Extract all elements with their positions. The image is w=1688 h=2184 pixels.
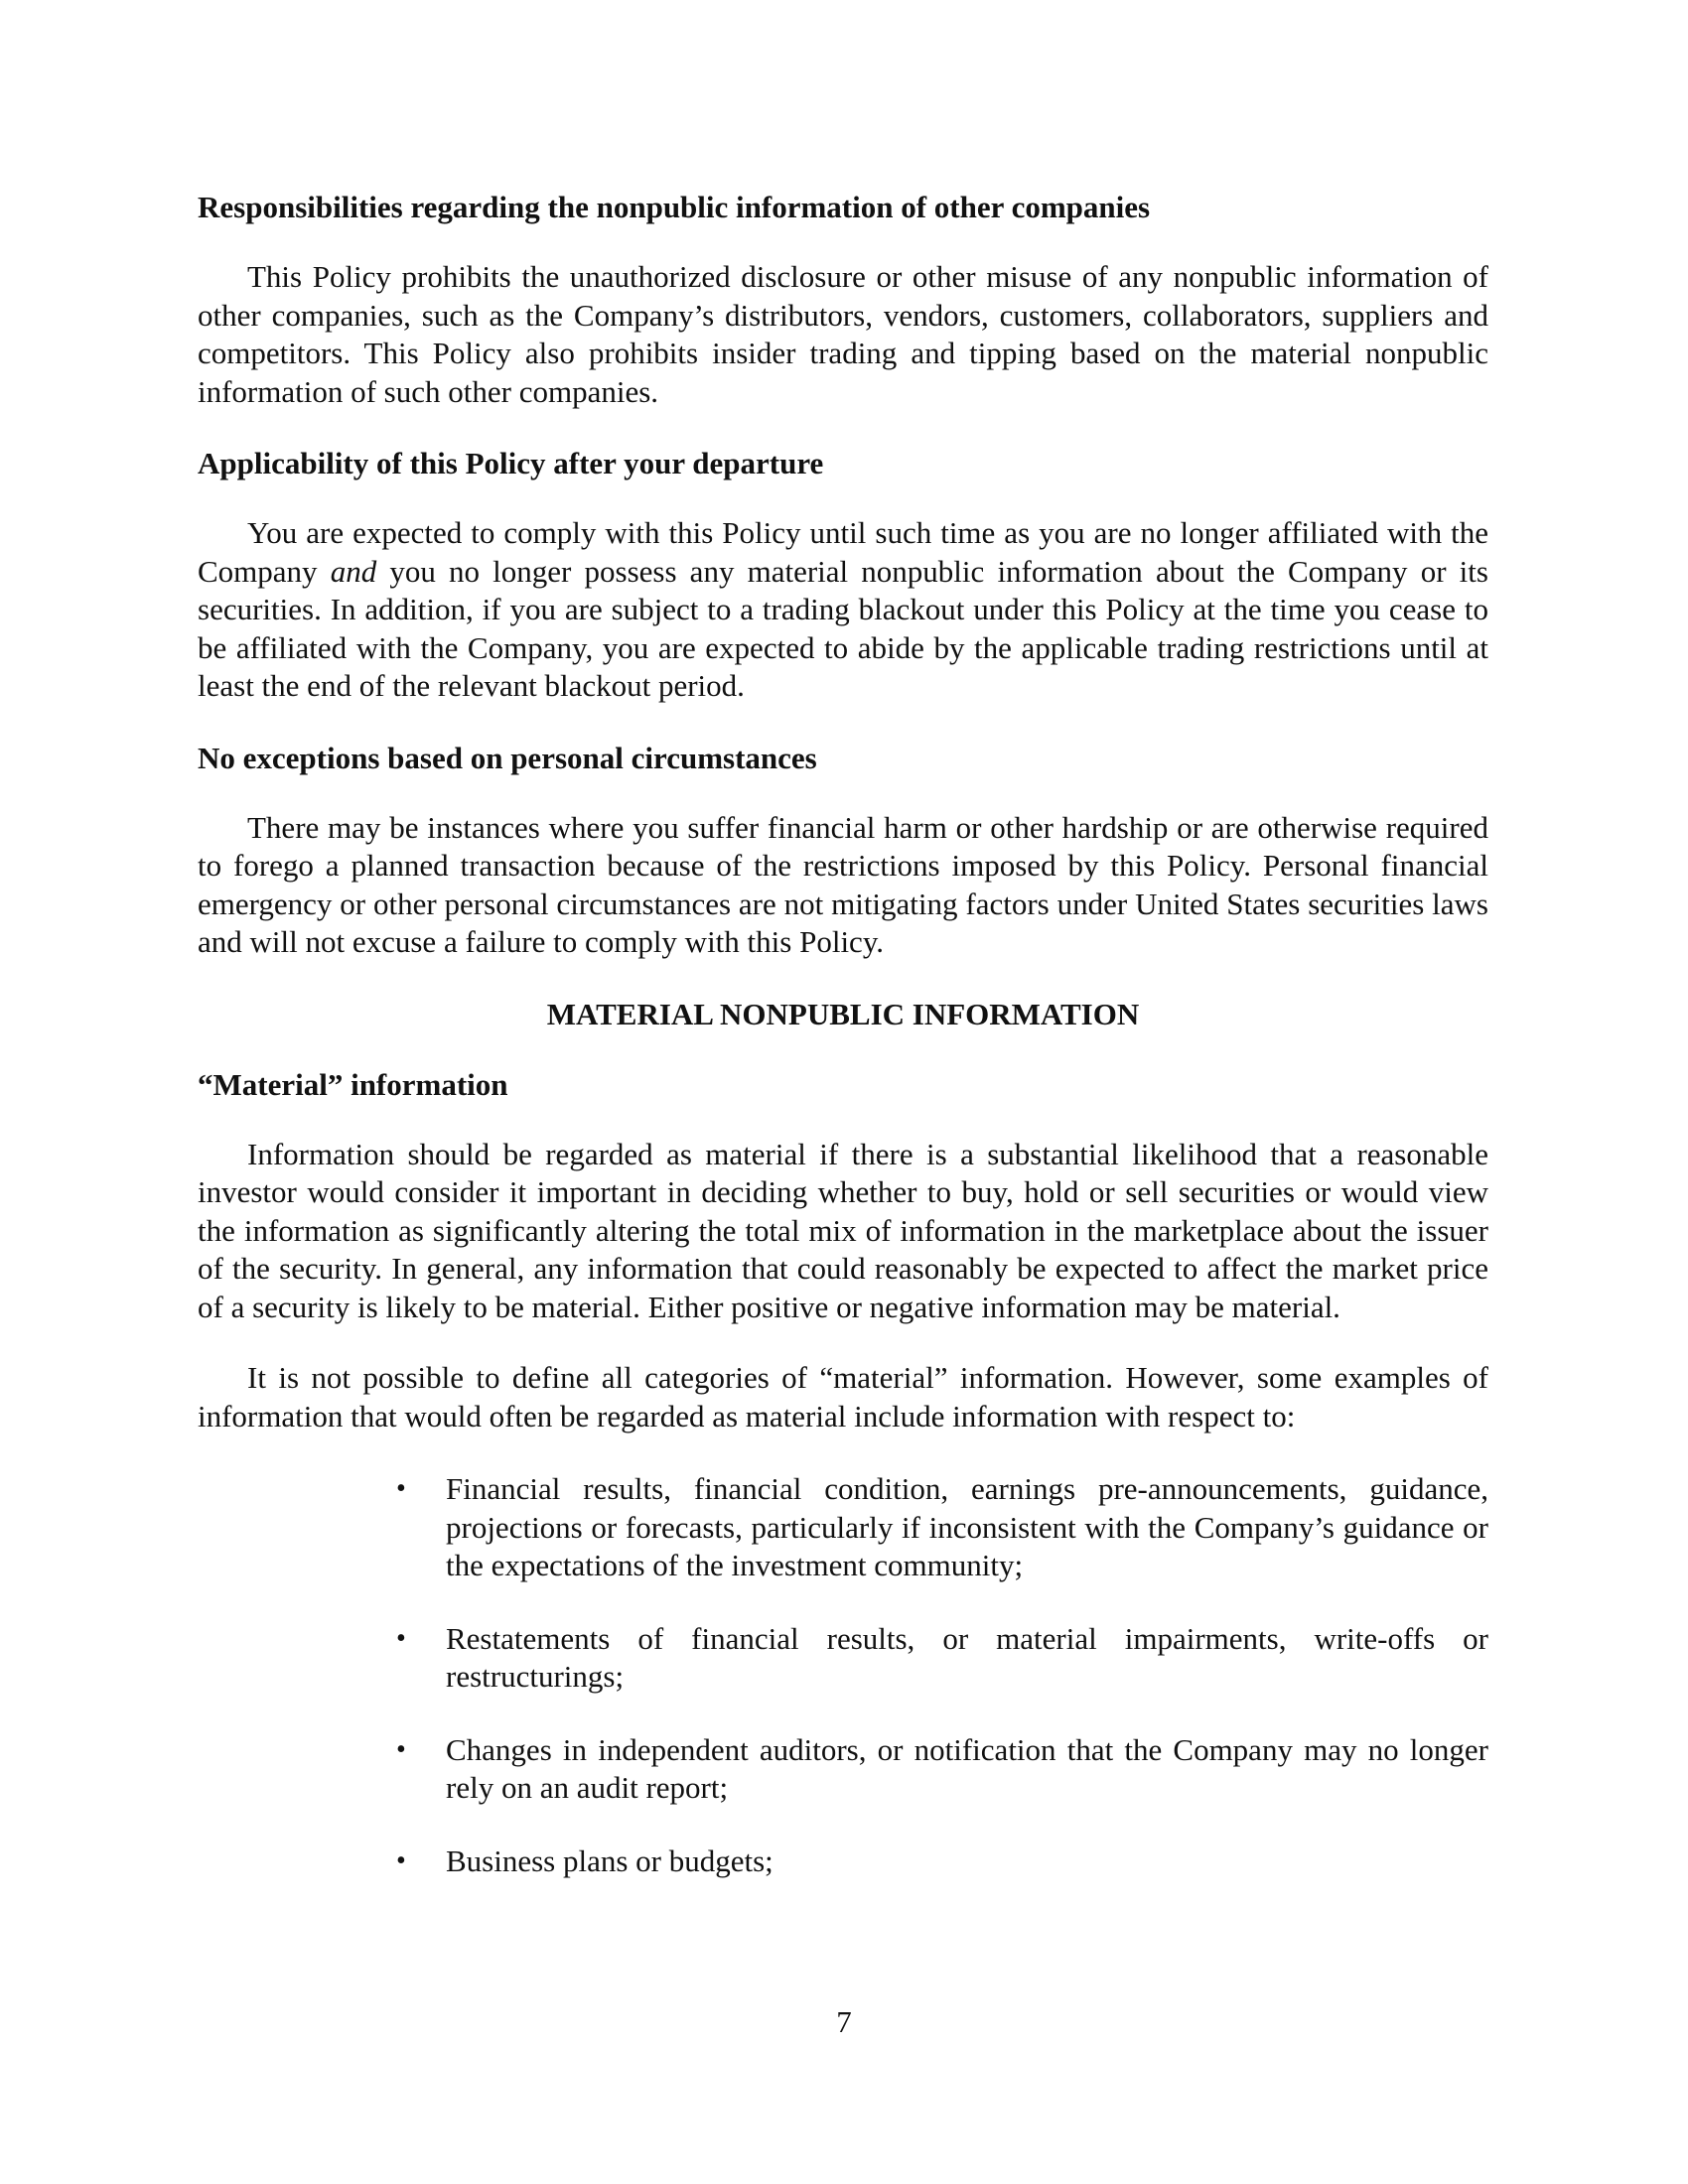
list-item-text: Changes in independent auditors, or notification that the Company may no longer rely on an audit report; — [446, 1731, 1488, 1805]
paragraph-after-departure — [198, 514, 1488, 706]
paragraph-other-companies: This Policy prohibits the unauthorized disclosure or other misuse of any nonpublic information of other companies, such as the Company’s distributors, vendors, customers, collaborators, suppliers and competitors. This Policy also prohibits insider trading and tipping based on the material nonpublic information of such other companies. — [198, 259, 1488, 409]
bullet-icon: • — [396, 1844, 406, 1876]
section-heading-material-information: “Material” information — [198, 1066, 508, 1102]
material-examples-list — [198, 1470, 1488, 1880]
paragraph-after-departure-part1: You are expected to comply with this Policy until such time as you are no longer affiliated with the Company — [198, 515, 1488, 589]
paragraph-after-departure-part2: you no longer possess any material nonpublic information about the Company or its securities. In addition, if you are subject to a trading blackout under this Policy at the time you cease to be affiliated with the Company, you are expected to abide by the applicable trading restrictions until at least the end of the relevant blackout period. — [198, 553, 1488, 703]
major-heading-material-nonpublic-information: MATERIAL NONPUBLIC INFORMATION — [546, 996, 1140, 1031]
list-item — [396, 1620, 1488, 1697]
document-page — [198, 189, 1488, 1915]
section-heading-no-exceptions: No exceptions based on personal circumstances — [198, 740, 817, 775]
list-item — [396, 1731, 1488, 1808]
list-item — [396, 1470, 1488, 1585]
paragraph-material-definition: Information should be regarded as material if there is a substantial likelihood that a reasonable investor would consider it important in deciding whether to buy, hold or sell securities or would view the information as significantly altering the total mix of information in the marketplace about the issuer of the security. In general, any information that could reasonably be expected to affect the market price of a security is likely to be material. Either positive or negative information may be material. — [198, 1136, 1488, 1324]
bullet-icon: • — [396, 1733, 406, 1765]
list-item-text: Financial results, financial condition, earnings pre-announcements, guidance, projections or forecasts, particularly if inconsistent with the Company’s guidance or the expectations of the investment community; — [446, 1471, 1488, 1582]
bullet-icon: • — [396, 1622, 406, 1654]
list-item — [396, 1843, 1488, 1881]
section-heading-after-departure: Applicability of this Policy after your departure — [198, 446, 824, 480]
bullet-icon: • — [396, 1473, 406, 1504]
paragraph-after-departure-emphasis: and — [330, 553, 377, 589]
paragraph-material-examples-intro: It is not possible to define all categories of “material” information. However, some examples of information that would often be regarded as material include information with respect to: — [198, 1360, 1488, 1433]
list-item-text: Restatements of financial results, or material impairments, write-offs or restructurings; — [446, 1620, 1488, 1694]
paragraph-no-exceptions: There may be instances where you suffer financial harm or other hardship or are otherwise required to forego a planned transaction because of the restrictions imposed by this Policy. Personal financial emergency or other personal circumstances are not mitigating factors under United States securities laws and will not excuse a failure to comply with this Policy. — [198, 809, 1488, 959]
page-number: 7 — [836, 2004, 852, 2039]
list-item-text: Business plans or budgets; — [446, 1843, 774, 1878]
section-heading-other-companies: Responsibilities regarding the nonpublic information of other companies — [198, 190, 1151, 224]
